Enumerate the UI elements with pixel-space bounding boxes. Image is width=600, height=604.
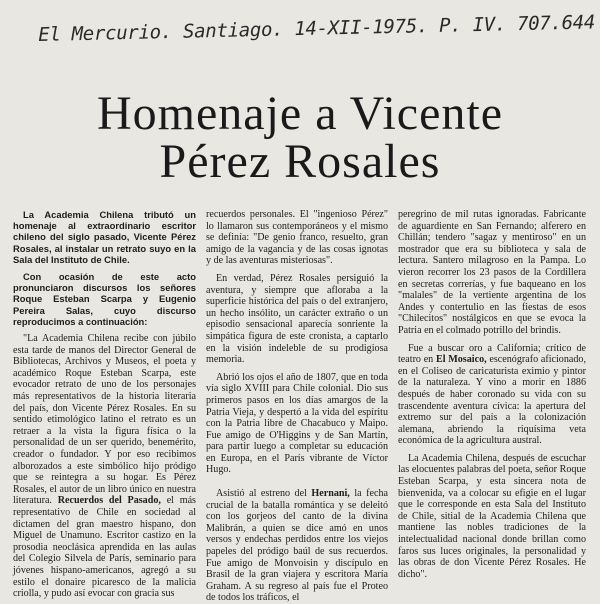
handwritten-annotation: El Mercurio. Santiago. 14-XII-1975. P. IV. 707.644 bbox=[38, 11, 596, 46]
body-text: la fecha crucial de la batalla romántica y se deleitó con los gorjeos del canto de la divina Malibrán, a quien se dice amó en unos versos y endechas perdidos entre los viejos papeles del pródigo baúl de sus recuerdos. Fue amigo de Monvoisin y discípulo en Brasil de la gran viajera y escritora María Graham. A su regreso al país fue el Proteo de todos los tráficos, el bbox=[206, 488, 388, 604]
body-paragraph: peregrino de mil rutas ignoradas. Fabricante de aguardiente en San Fernando; alferero en Chillán; tendero "sagaz y mentiroso" en un mostrador que era su biblioteca y sala de lectura. Santero milagroso en la Pampa. Lo vieron recorrer los 23 pasos de la Cordillera en secretas correrías, y fue baqueano en los "malales" de la vertiente argentina de los Andes y contertulio en las fiestas de esos "Chilecitos" nostálgicos en que se evoca la Patria en el colmado potrillo del brindis. bbox=[398, 209, 586, 336]
intro-paragraph-2: Con ocasión de este acto pronunciaron discursos los señores Roque Esteban Scarpa y Eugenio Pereira Salas, cuyo discurso reproducimos a continuación: bbox=[13, 271, 196, 327]
magazine-title: El Mosaico, bbox=[435, 354, 487, 366]
column-1 bbox=[13, 209, 196, 600]
body-paragraph: La Academia Chilena, después de escuchar las elocuentes palabras del poeta, señor Roque Esteban Scarpa, y esta sincera nota de bienvenida, va a colocar su efigie en el lugar que le corresponde en esta Sala del Instituto de Chile, sitial de la Academia Chilena que mantiene las nobles tradiciones de la intelectualidad nacional donde brillan como faros sus luces originales, la personalidad y las obras de don Vicente Pérez Rosales. He dicho". bbox=[398, 452, 586, 580]
body-text: el más representativo de Chile en sociedad al dictamen del gran maestro hispano, don Miguel de Unamuno. Escritor castizo en la prosodia neoclásica aprendida en las aulas del Colegio Silvela de París, seminario para jóvenes hispano-americanos, agregó a su estilo el donaire picaresco de la malicia criolla, y pudo así evocar con gracia sus bbox=[13, 495, 196, 600]
body-paragraph bbox=[398, 343, 586, 447]
column-3 bbox=[398, 209, 586, 580]
book-title: Recuerdos del Pasado, bbox=[57, 495, 161, 507]
column-2 bbox=[206, 209, 388, 604]
body-paragraph bbox=[13, 333, 196, 600]
body-paragraph bbox=[206, 488, 388, 604]
body-paragraph: Abrió los ojos el año de 1807, que en toda vía siglo XVIII para Chile colonial. Dio sus primeros pasos en los días amargos de la Patria Vieja, y despertó a la vida del espíritu con la Patria libre de Chacabuco y Maipo. Fue amigo de O'Higgins y de San Martín, para partir luego a completar su educación en Europa, en el París vibrante de Víctor Hugo. bbox=[206, 371, 388, 476]
article-title bbox=[14, 87, 586, 188]
body-text: escenógrafo aficionado, en el Coliseo de caricaturista eximio y pintor de la naturaleza. Y vino a morir en 1886 después de haber coronado su vida con su trascendente aventura cívica: la apertura del extremo sur del país a la colonización alemana, abriendo la riquísima veta económica de la agricultura austral. bbox=[398, 354, 586, 447]
title-line-2: Pérez Rosales bbox=[159, 135, 441, 188]
body-paragraph: recuerdos personales. El "ingenioso Pérez" lo llamaron sus contemporáneos y el mismo se definía: "De genio franco, resuelto, gran amigo de la vagancia y de las cosas ignotas y de las aventuras misteriosas". bbox=[206, 209, 388, 267]
body-text: Fue a buscar oro a California; crítico de teatro en bbox=[398, 342, 586, 366]
intro-paragraph-1: La Academia Chilena tributó un homenaje al extraordinario escritor chileno del siglo pasado, Vicente Pérez Rosales, al instalar un retrato suyo en la Sala del Instituto de Chile. bbox=[13, 209, 196, 265]
play-title: Hernani, bbox=[311, 488, 350, 500]
title-line-1: Homenaje a Vicente bbox=[96, 87, 504, 140]
body-text: "La Academia Chilena recibe con júbilo esta tarde de manos del Director General de Bibliotecas, Archivos y Museos, el poeta y académico Roque Esteban Scarpa, este evocador retrato de uno de los personajes más representativos de la historia literaria del país, don Vicente Pérez Rosales. En su sentido etimológico latino el retrato es un retraer a la vista la figura física o la personalidad de un ser querido, benemérito, creador o fundador. Y por eso recibimos alborozados a este simbólico hijo pródigo que se reintegra a su hogar. Es Pérez Rosales, el autor de un libro único en nuestra literatura. bbox=[13, 333, 196, 507]
body-paragraph: En verdad, Pérez Rosales persiguió la aventura, y siempre que afloraba a la superficie histórica del país o del extranjero, un hecho insólito, un carácter extraño o un episodio sensacional aparecía sonriente la simpática figura de este cronista, a captarlo en la visión indeleble de su prodigiosa memoria. bbox=[206, 272, 388, 366]
body-text: Asistió al estreno del bbox=[216, 488, 307, 500]
